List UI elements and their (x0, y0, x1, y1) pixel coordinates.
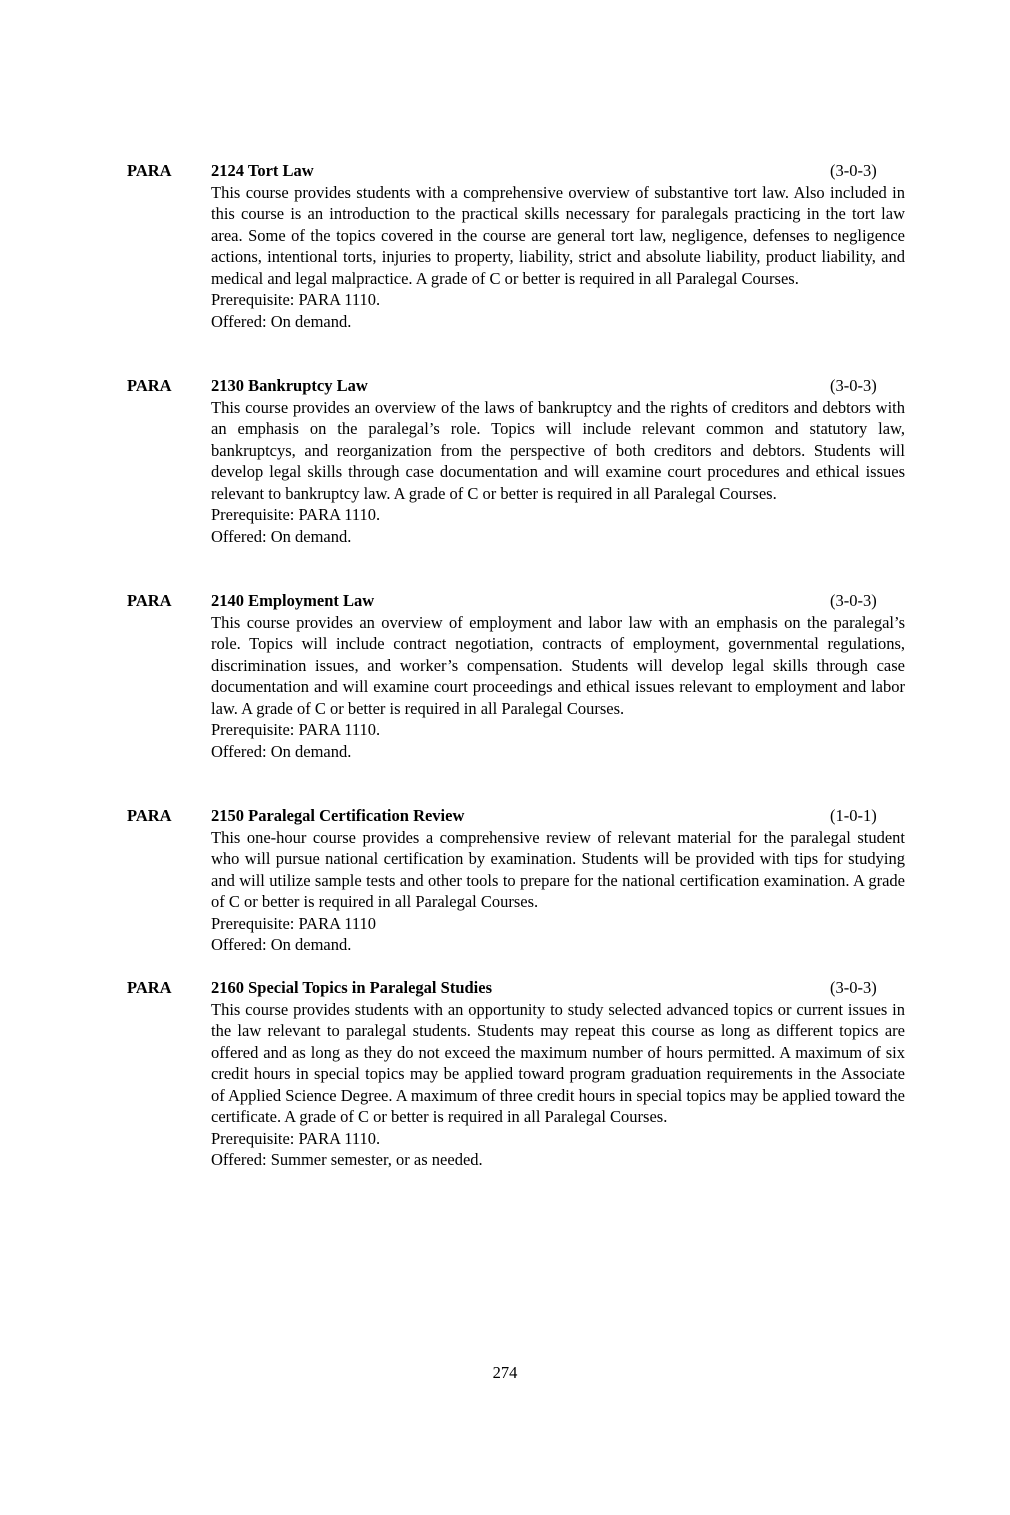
course-description: This course provides an overview of employment and labor law with an emphasis on the paralegal’s role. Topics will include contract negotiation, contracts of employment, governmental regulations, discrimination issues, and worker’s compensation. Students will develop legal skills through case documentation and will examine court proceedings and ethical issues relevant to employment and labor law. A grade of C or better is required in all Paralegal Courses. (211, 612, 905, 718)
course-entry-2160 (127, 977, 905, 1171)
course-dept: PARA (127, 376, 172, 395)
course-entry-2140 (127, 590, 905, 762)
course-entry-2124 (127, 160, 905, 332)
course-title: 2150 Paralegal Certification Review (211, 806, 465, 825)
course-title: 2160 Special Topics in Paralegal Studies (211, 978, 492, 997)
course-offered: Offered: On demand. (211, 311, 352, 331)
course-dept: PARA (127, 161, 172, 180)
course-dept: PARA (127, 978, 172, 997)
course-prerequisite: Prerequisite: PARA 1110. (211, 720, 381, 739)
course-prerequisite: Prerequisite: PARA 1110. (211, 1128, 381, 1148)
course-title: 2130 Bankruptcy Law (211, 376, 368, 395)
course-credits: (1-0-1) (830, 806, 877, 825)
course-dept: PARA (127, 591, 172, 610)
course-credits: (3-0-3) (830, 161, 877, 180)
course-prerequisite: Prerequisite: PARA 1110 (211, 913, 377, 933)
course-offered: Offered: Summer semester, or as needed. (211, 1150, 483, 1169)
course-description: This one-hour course provides a comprehensive review of relevant material for the paralegal student who will pursue national certification by examination. Students will be provided with tips for studying and will utilize sample tests and other tools to prepare for the national certification examination. A grade of C or better is required in all Paralegal Courses. (211, 827, 905, 911)
course-offered: Offered: On demand. (211, 741, 352, 761)
course-title: 2124 Tort Law (211, 161, 314, 180)
course-title: 2140 Employment Law (211, 591, 375, 610)
course-header (127, 375, 905, 397)
course-header (127, 590, 905, 612)
course-entry-2150 (127, 805, 905, 956)
course-credits: (3-0-3) (830, 978, 877, 997)
course-header (127, 805, 905, 827)
course-description: This course provides students with an opportunity to study selected advanced topics or current issues in the law relevant to paralegal students. Students may repeat this course as long as different topics are offered and as long as they do not exceed the maximum number of hours permitted. A maximum of six credit hours in special topics may be applied toward program graduation requirements in the Associate of Applied Science Degree. A maximum of three credit hours in special topics may be applied toward the certificate. A grade of C or better is required in all Paralegal Courses. (211, 999, 905, 1126)
course-entry-2130 (127, 375, 905, 547)
course-dept: PARA (127, 806, 172, 825)
course-header (127, 977, 905, 999)
course-header (127, 160, 905, 182)
page-number: 274 (492, 1363, 518, 1382)
course-credits: (3-0-3) (830, 591, 877, 610)
course-description: This course provides an overview of the laws of bankruptcy and the rights of creditors and debtors with an emphasis on the paralegal’s role. Topics will include relevant common and statutory law, bankruptcys, and reorganization from the perspective of both creditors and debtors. Students will develop legal skills through case documentation and will examine court procedures and ethical issues relevant to bankruptcy law. A grade of C or better is required in all Paralegal Courses. (211, 397, 905, 503)
course-prerequisite: Prerequisite: PARA 1110. (211, 505, 381, 524)
course-prerequisite: Prerequisite: PARA 1110. (211, 290, 381, 309)
course-description: This course provides students with a comprehensive overview of substantive tort law. Also included in this course is an introduction to the practical skills necessary for paralegals practicing in the tort law area. Some of the topics covered in the course are general tort law, negligence, defenses to negligence actions, intentional torts, injuries to property, liability, strict and absolute liability, product liability, and medical and legal malpractice. A grade of C or better is required in all Paralegal Courses. (211, 182, 905, 288)
course-offered: Offered: On demand. (211, 935, 352, 954)
course-offered: Offered: On demand. (211, 526, 352, 546)
course-credits: (3-0-3) (830, 376, 877, 395)
